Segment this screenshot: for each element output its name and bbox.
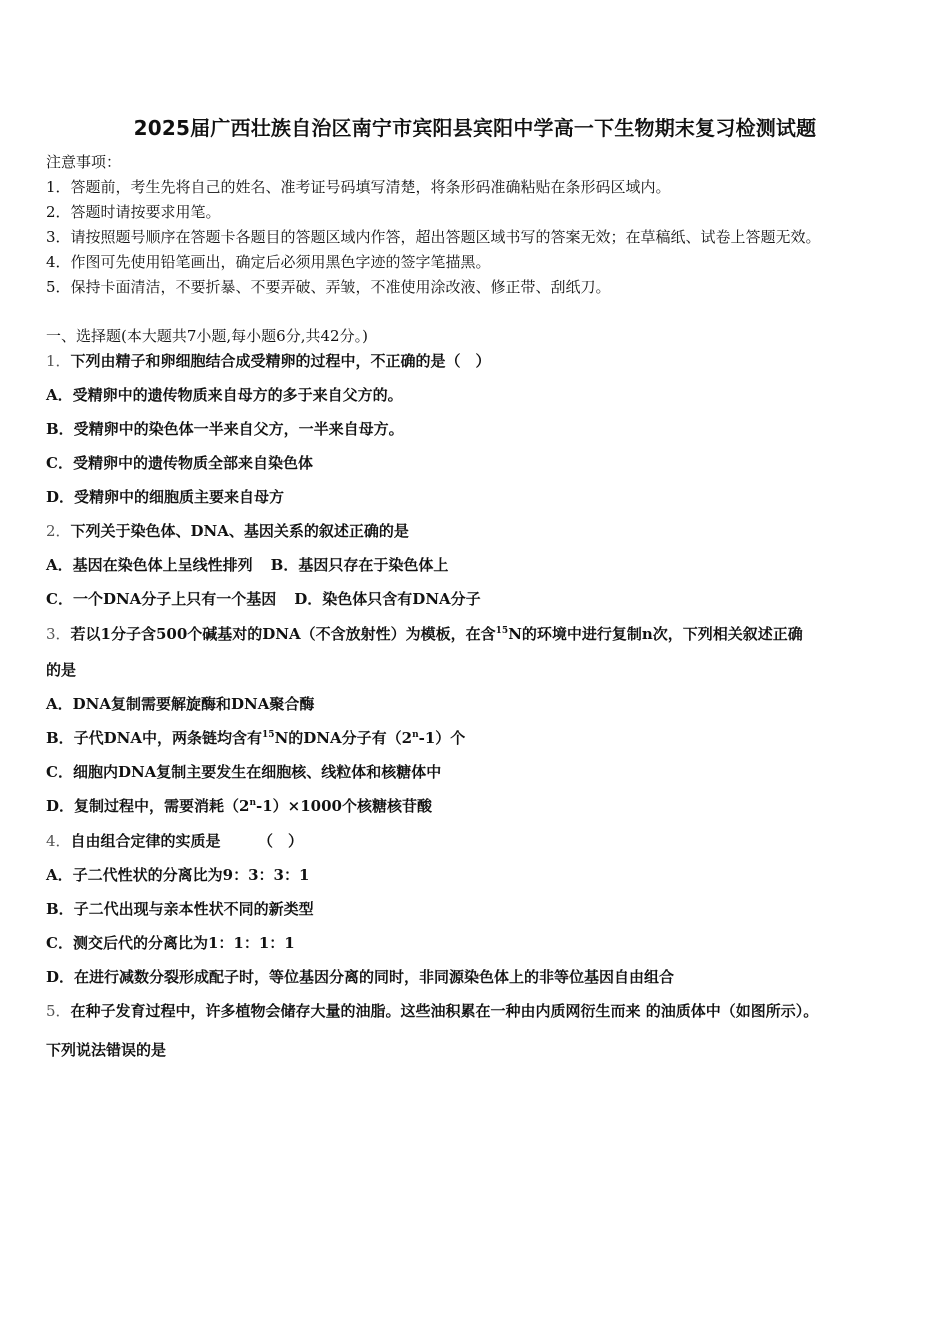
question-stem: 在种子发育过程中，许多植物会储存大量的油脂。这些油积累在一种由内质网衍生而来 的油质体中（如图所示）。	[70, 1002, 819, 1020]
q1-option-b: B．受精卵中的染色体一半来自父方，一半来自母方。	[46, 420, 404, 438]
superscript-n: n	[412, 730, 419, 740]
q3-option-b-part1: B．子代DNA中，两条链均含有	[46, 729, 263, 747]
q1-option-c: C．受精卵中的遗传物质全部来自染色体	[46, 454, 313, 472]
question-2	[46, 521, 409, 541]
q2-options-ab	[46, 555, 448, 575]
question-stem-part1: 若以1分子含500个碱基对的DNA（不含放射性）为模板，在含	[70, 625, 496, 643]
q1-option-d: D．受精卵中的细胞质主要来自母方	[46, 488, 285, 506]
section-heading: 一、选择题(本大题共7小题,每小题6分,共42分。)	[46, 327, 368, 345]
question-stem: 下列由精子和卵细胞结合成受精卵的过程中，不正确的是（ ）	[70, 352, 491, 370]
notice-item-3: 3．请按照题号顺序在答题卡各题目的答题区域内作答，超出答题区域书写的答案无效；在草稿纸、试卷上答题无效。	[46, 228, 821, 246]
q4-option-a: A．子二代性状的分离比为9：3：3：1	[46, 866, 310, 884]
question-1	[46, 351, 491, 371]
notice-item-4: 4．作图可先使用铅笔画出，确定后必须用黑色字迹的签字笔描黑。	[46, 253, 491, 271]
q4-option-c: C．测交后代的分离比为1：1：1：1	[46, 934, 295, 952]
question-5	[46, 1001, 818, 1021]
q3-option-b	[46, 728, 465, 748]
superscript-n: n	[249, 798, 256, 808]
q2-option-b: B．基因只存在于染色体上	[270, 556, 449, 574]
notice-heading: 注意事项：	[46, 153, 122, 171]
question-number: 2．	[46, 522, 71, 540]
q4-option-d: D．在进行减数分裂形成配子时，等位基因分离的同时，非同源染色体上的非等位基因自由组合	[46, 968, 675, 986]
q2-option-a: A．基因在染色体上呈线性排列	[46, 556, 253, 574]
q1-option-a: A．受精卵中的遗传物质来自母方的多于来自父方的。	[46, 386, 403, 404]
q3-option-d	[46, 796, 432, 816]
question-3	[46, 624, 803, 644]
superscript-15: 15	[495, 626, 509, 636]
question-4	[46, 831, 303, 851]
q3-option-d-part2: -1）×1000个核糖核苷酸	[256, 797, 432, 815]
notice-item-1: 1．答题前，考生先将自己的姓名、准考证号码填写清楚，将条形码准确粘贴在条形码区域内。	[46, 178, 671, 196]
exam-title: 2025届广西壮族自治区南宁市宾阳县宾阳中学高一下生物期末复习检测试题	[133, 116, 817, 140]
q3-option-b-part3: -1）个	[418, 729, 466, 747]
q3-option-a: A．DNA复制需要解旋酶和DNA聚合酶	[46, 695, 315, 713]
q4-option-b: B．子二代出现与亲本性状不同的新类型	[46, 900, 314, 918]
q2-option-c: C．一个DNA分子上只有一个基因	[46, 590, 277, 608]
q2-options-cd	[46, 589, 481, 609]
q3-option-b-part2: N的DNA分子有（2	[274, 729, 413, 747]
q3-option-d-part1: D．复制过程中，需要消耗（2	[46, 797, 250, 815]
notice-item-2: 2．答题时请按要求用笔。	[46, 203, 221, 221]
q3-option-c: C．细胞内DNA复制主要发生在细胞核、线粒体和核糖体中	[46, 763, 442, 781]
question-5-continued: 下列说法错误的是	[46, 1041, 167, 1059]
q2-option-d: D．染色体只含有DNA分子	[294, 590, 481, 608]
question-stem: 下列关于染色体、DNA、基因关系的叙述正确的是	[70, 522, 409, 540]
question-number: 3．	[46, 625, 71, 643]
question-number: 5．	[46, 1002, 71, 1020]
question-stem-part2: N的环境中进行复制n次，下列相关叙述正确	[508, 625, 803, 643]
notice-item-5: 5．保持卡面清洁，不要折暴、不要弄破、弄皱，不准使用涂改液、修正带、刮纸刀。	[46, 278, 611, 296]
superscript-15: 15	[262, 730, 275, 740]
question-number: 1．	[46, 352, 71, 370]
question-number: 4．	[46, 832, 71, 850]
question-3-continued: 的是	[46, 661, 77, 679]
question-stem: 自由组合定律的实质是 （ ）	[70, 832, 304, 850]
